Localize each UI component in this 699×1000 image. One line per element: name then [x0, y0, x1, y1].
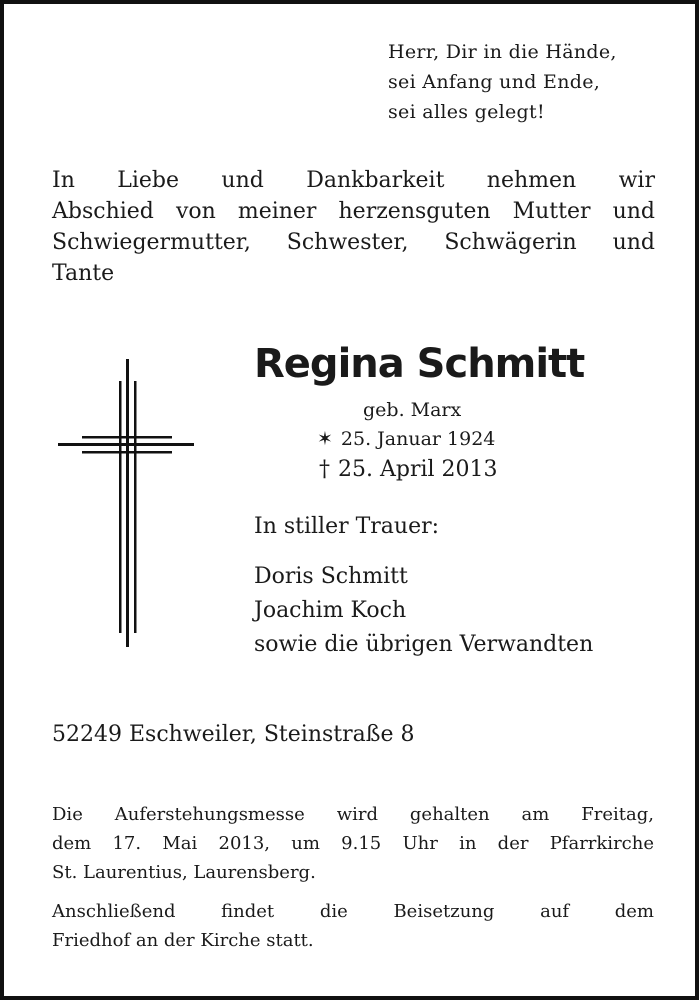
intro-text — [52, 165, 655, 289]
poem-verse — [388, 37, 617, 127]
birth-date-text: 25. Januar 1924 — [340, 428, 496, 450]
burial-notice — [52, 897, 654, 955]
death-date-text: 25. April 2013 — [338, 457, 498, 482]
mourner-name: Doris Schmitt — [254, 564, 408, 589]
mourner-name: Joachim Koch — [254, 598, 407, 623]
poem-line: sei Anfang und Ende, — [388, 71, 601, 93]
service-line: Die Auferstehungsmesse wird gehalten am Freitag, — [52, 804, 654, 825]
intro-line: Abschied von meiner herzensguten Mutter und — [52, 199, 655, 224]
birth-date — [317, 428, 495, 450]
intro-line: Schwiegermutter, Schwester, Schwägerin und — [52, 230, 655, 255]
service-line: dem 17. Mai 2013, um 9.15 Uhr in der Pfarrkirche — [52, 833, 654, 854]
intro-line: Tante — [52, 261, 115, 286]
intro-line: In Liebe und Dankbarkeit nehmen wir — [52, 168, 655, 193]
burial-line: Anschließend findet die Beisetzung auf dem — [52, 901, 654, 922]
address: 52249 Eschweiler, Steinstraße 8 — [52, 722, 415, 747]
service-line: St. Laurentius, Laurensberg. — [52, 862, 316, 883]
star-icon: ✶ — [317, 428, 333, 450]
mourners-list — [254, 560, 593, 662]
deceased-name: Regina Schmitt — [254, 341, 585, 387]
mourning-title: In stiller Trauer: — [254, 514, 440, 539]
maiden-name: geb. Marx — [363, 399, 462, 421]
poem-line: Herr, Dir in die Hände, — [388, 41, 617, 63]
burial-line: Friedhof an der Kirche statt. — [52, 930, 314, 951]
service-notice — [52, 800, 654, 887]
death-date — [319, 457, 498, 482]
cross-icon — [58, 359, 198, 649]
dagger-icon: † — [319, 457, 330, 482]
mourner-name: sowie die übrigen Verwandten — [254, 632, 594, 657]
poem-line: sei alles gelegt! — [388, 101, 545, 123]
